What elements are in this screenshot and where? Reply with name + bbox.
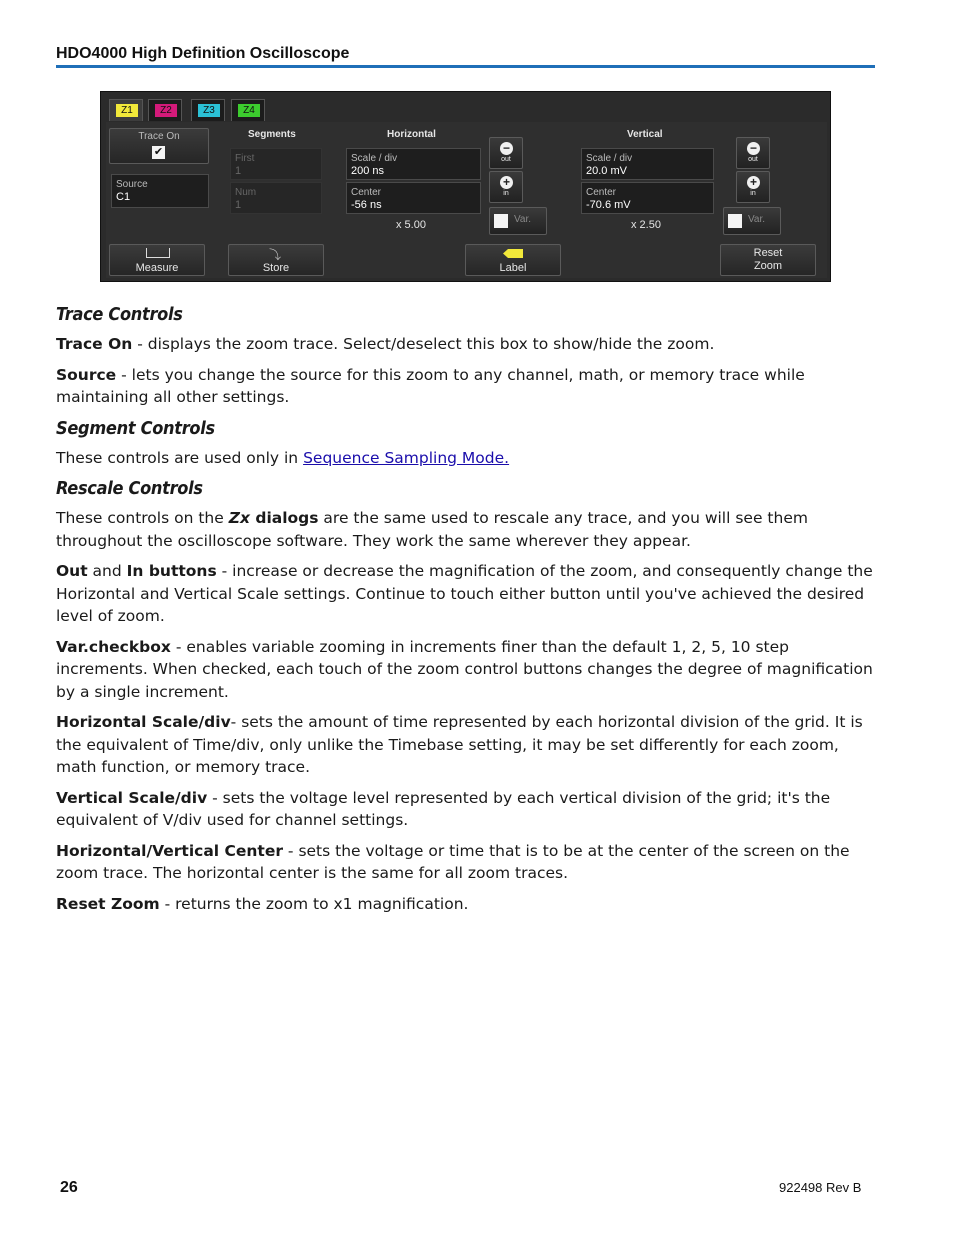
var-text: - enables variable zooming in increments finer than the default 1, 2, 5, 10 step increments. When checked, each touch of the zoom control buttons changes the degree of magnification by a single increment. xyxy=(56,637,873,701)
tab-z2-label: Z2 xyxy=(155,104,177,117)
document-header-title: HDO4000 High Definition Oscilloscope xyxy=(56,45,350,62)
tab-z1[interactable] xyxy=(109,99,143,121)
zoom-in-caption: in xyxy=(750,190,756,197)
segment-first-label: First xyxy=(235,153,255,164)
label-tag-icon xyxy=(503,249,523,258)
segment-num-field[interactable] xyxy=(230,182,322,214)
vertical-center-label: Center xyxy=(586,187,617,198)
vscale-term: Vertical Scale/div xyxy=(56,788,208,807)
trace-controls-heading: Trace Controls xyxy=(56,304,183,325)
header-rule xyxy=(56,65,875,68)
rescale-intro-b: are the same used to rescale any trace, and you will see them throughout the oscilloscope software. They work the same wherever they appear. xyxy=(56,509,808,550)
segment-text: These controls are used only in xyxy=(56,448,304,467)
label-button[interactable] xyxy=(465,244,561,276)
segment-first-value: 1 xyxy=(235,165,242,177)
reset-zoom-button[interactable] xyxy=(720,244,816,276)
center-text: - sets the voltage or time that is to be at the center of the screen on the zoom trace. The horizontal center is the same for all zoom traces. xyxy=(56,841,850,882)
trace-on-checkbox[interactable] xyxy=(109,128,209,164)
zoom-in-icon: + xyxy=(500,176,513,189)
zoom-dialog-screenshot xyxy=(100,91,831,282)
tab-z2[interactable] xyxy=(148,99,182,121)
zoom-in-icon: + xyxy=(747,176,760,189)
reset-term: Reset Zoom xyxy=(56,894,160,913)
tab-z4-label: Z4 xyxy=(238,104,260,117)
check-icon: ✔ xyxy=(153,146,164,158)
segments-heading: Segments xyxy=(248,129,296,140)
vscale-paragraph xyxy=(56,787,876,832)
measure-button[interactable] xyxy=(109,244,205,276)
var-label: Var. xyxy=(514,214,532,225)
vertical-multiplier: x 2.50 xyxy=(631,219,661,231)
vertical-zoom-in-button[interactable] xyxy=(736,171,770,203)
var-paragraph xyxy=(56,636,876,704)
vertical-center-value: -70.6 mV xyxy=(586,199,631,211)
horizontal-scale-field[interactable] xyxy=(346,148,481,180)
center-term: Horizontal/Vertical Center xyxy=(56,841,283,860)
source-field[interactable] xyxy=(111,174,209,208)
out-in-text: - increase or decrease the magnification of the zoom, and consequently change the Horizontal and Vertical Scale settings. Continue to touch either button until you've achieved the desired level of zoom. xyxy=(56,562,873,625)
rescale-intro-dialogs: dialogs xyxy=(249,509,319,527)
document-body xyxy=(56,303,876,923)
tab-z3-label: Z3 xyxy=(198,104,220,117)
segment-controls-heading: Segment Controls xyxy=(56,417,215,439)
vertical-scale-label: Scale / div xyxy=(586,153,633,164)
rescale-intro-paragraph xyxy=(56,507,876,552)
segment-first-field[interactable] xyxy=(230,148,322,180)
in-term: In buttons xyxy=(126,562,217,580)
out-in-paragraph xyxy=(56,560,876,628)
hscale-text: - sets the amount of time represented by each horizontal division of the grid. It is the equivalent of Time/div, only unlike the Timebase setting, it may be set differently for each zoom, math function, or memory trace. xyxy=(56,713,863,776)
horizontal-center-value: -56 ns xyxy=(351,199,382,211)
measure-icon xyxy=(146,248,170,258)
document-revision: 922498 Rev B xyxy=(779,1180,862,1195)
var-term: Var.checkbox xyxy=(56,637,171,656)
vscale-text: - sets the voltage level represented by each vertical division of the grid; it's the equivalent of V/div used for channel settings. xyxy=(56,788,831,829)
vertical-scale-field[interactable] xyxy=(581,148,714,180)
rescale-intro-zx: Zx xyxy=(228,509,250,527)
vertical-var-checkbox[interactable] xyxy=(723,207,781,235)
zoom-out-caption: out xyxy=(501,156,511,163)
horizontal-center-field[interactable] xyxy=(346,182,481,214)
tab-z4[interactable] xyxy=(231,99,265,121)
vertical-heading: Vertical xyxy=(627,129,663,140)
source-term: Source xyxy=(56,365,117,384)
trace-on-label: Trace On xyxy=(138,131,180,142)
source-paragraph xyxy=(56,364,876,409)
horizontal-center-label: Center xyxy=(351,187,382,198)
measure-label: Measure xyxy=(135,262,179,274)
zoom-out-icon: − xyxy=(500,142,513,155)
horizontal-zoom-in-button[interactable] xyxy=(489,171,523,203)
reset-paragraph xyxy=(56,893,876,916)
hscale-term: Horizontal Scale/div xyxy=(56,713,231,731)
label-label: Label xyxy=(499,262,527,274)
out-term: Out xyxy=(56,562,88,580)
segment-paragraph xyxy=(56,447,876,470)
tab-z3[interactable] xyxy=(191,99,225,121)
source-text: - lets you change the source for this zoom to any channel, math, or memory trace while maintaining all other settings. xyxy=(56,365,805,406)
zoom-out-icon: − xyxy=(747,142,760,155)
segment-num-value: 1 xyxy=(235,199,242,211)
trace-on-text: - displays the zoom trace. Select/deselect this box to show/hide the zoom. xyxy=(132,335,715,353)
sequence-sampling-link[interactable]: Sequence Sampling Mode. xyxy=(303,448,510,467)
horizontal-scale-label: Scale / div xyxy=(351,153,398,164)
store-button[interactable] xyxy=(228,244,324,276)
reset-zoom-label-line1: Reset xyxy=(753,247,783,259)
source-label: Source xyxy=(116,179,148,190)
store-icon: ⤵ xyxy=(269,248,282,262)
vertical-center-field[interactable] xyxy=(581,182,714,214)
tab-z1-label: Z1 xyxy=(116,104,138,117)
horizontal-var-checkbox[interactable] xyxy=(489,207,547,235)
segment-num-label: Num xyxy=(235,187,257,198)
horizontal-multiplier: x 5.00 xyxy=(396,219,426,231)
store-label: Store xyxy=(262,262,290,274)
source-value: C1 xyxy=(116,191,131,203)
checkbox-icon xyxy=(494,214,508,228)
horizontal-zoom-out-button[interactable] xyxy=(489,137,523,169)
page-number: 26 xyxy=(60,1179,78,1196)
horizontal-heading: Horizontal xyxy=(387,129,436,140)
trace-on-paragraph xyxy=(56,333,876,356)
checkbox-icon xyxy=(728,214,742,228)
hscale-paragraph xyxy=(56,711,876,779)
rescale-intro-a: These controls on the xyxy=(56,509,229,527)
horizontal-scale-value: 200 ns xyxy=(351,165,385,177)
and-text: and xyxy=(87,562,127,580)
zoom-in-caption: in xyxy=(503,190,509,197)
vertical-zoom-out-button[interactable] xyxy=(736,137,770,169)
rescale-controls-heading: Rescale Controls xyxy=(56,478,203,499)
reset-zoom-label-line2: Zoom xyxy=(753,260,783,272)
center-paragraph xyxy=(56,840,876,885)
trace-on-term: Trace On xyxy=(56,335,133,353)
zoom-dialog-body xyxy=(106,122,827,278)
var-label: Var. xyxy=(748,214,766,225)
vertical-scale-value: 20.0 mV xyxy=(586,165,627,177)
reset-text: - returns the zoom to x1 magnification. xyxy=(159,894,469,913)
zoom-out-caption: out xyxy=(748,156,758,163)
